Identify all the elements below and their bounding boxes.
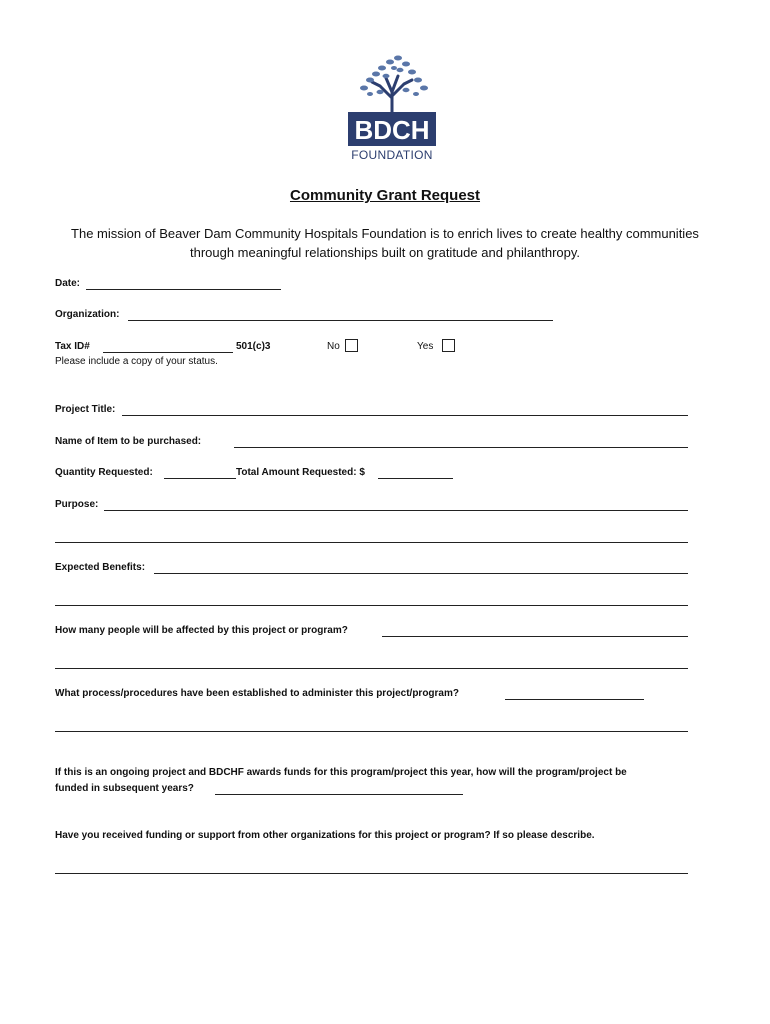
other-funding-label: Have you received funding or support from other organizations for this project or program? If so please describe. <box>55 830 595 841</box>
other-funding-field[interactable] <box>55 873 688 874</box>
date-label: Date: <box>55 278 81 289</box>
status-note: Please include a copy of your status. <box>55 356 218 367</box>
purpose-field-line-2[interactable] <box>55 542 688 543</box>
project-title-label: Project Title: <box>55 404 116 415</box>
page-title: Community Grant Request <box>289 187 481 204</box>
benefits-label: Expected Benefits: <box>55 562 146 573</box>
people-affected-field[interactable] <box>382 636 688 637</box>
mission-statement: The mission of Beaver Dam Community Hospitals Foundation is to enrich lives to create healthy communities through meaningful relationships built on gratitude and philanthropy. <box>71 226 699 260</box>
total-amount-label: Total Amount Requested: $ <box>236 467 365 478</box>
ongoing-question-line-1: If this is an ongoing project and BDCHF awards funds for this program/project this year, how will the program/project be <box>55 767 627 778</box>
tax-id-label: Tax ID# <box>55 341 90 352</box>
benefits-field-line-2[interactable] <box>55 605 688 606</box>
yes-label: Yes <box>417 341 434 352</box>
no-label: No <box>327 341 340 352</box>
ongoing-question-line-2: funded in subsequent years? <box>55 783 194 794</box>
no-checkbox[interactable] <box>345 339 358 352</box>
people-affected-field-line-2[interactable] <box>55 668 688 669</box>
svg-text:BDCH: BDCH <box>354 115 430 145</box>
ongoing-funding-field[interactable] <box>215 794 463 795</box>
yes-checkbox[interactable] <box>442 339 455 352</box>
purpose-label: Purpose: <box>55 499 99 510</box>
tree-logo-icon <box>340 52 444 148</box>
organization-field[interactable] <box>128 320 553 321</box>
item-field[interactable] <box>234 447 688 448</box>
process-field[interactable] <box>505 699 644 700</box>
logo-text: FOUNDATION <box>351 148 433 162</box>
quantity-label: Quantity Requested: <box>55 467 153 478</box>
people-affected-label: How many people will be affected by this project or program? <box>55 625 348 636</box>
bdchf-foundation-logo <box>340 52 444 172</box>
benefits-field[interactable] <box>154 573 688 574</box>
purpose-field[interactable] <box>104 510 688 511</box>
501c3-label: 501(c)3 <box>236 341 271 352</box>
process-label: What process/procedures have been established to administer this project/program? <box>55 688 459 699</box>
process-field-line-2[interactable] <box>55 731 688 732</box>
project-title-field[interactable] <box>122 415 688 416</box>
date-field[interactable] <box>86 289 281 290</box>
tax-id-field[interactable] <box>103 352 233 353</box>
quantity-field[interactable] <box>164 478 236 479</box>
total-amount-field[interactable] <box>378 478 453 479</box>
organization-label: Organization: <box>55 309 120 320</box>
item-label: Name of Item to be purchased: <box>55 436 202 447</box>
